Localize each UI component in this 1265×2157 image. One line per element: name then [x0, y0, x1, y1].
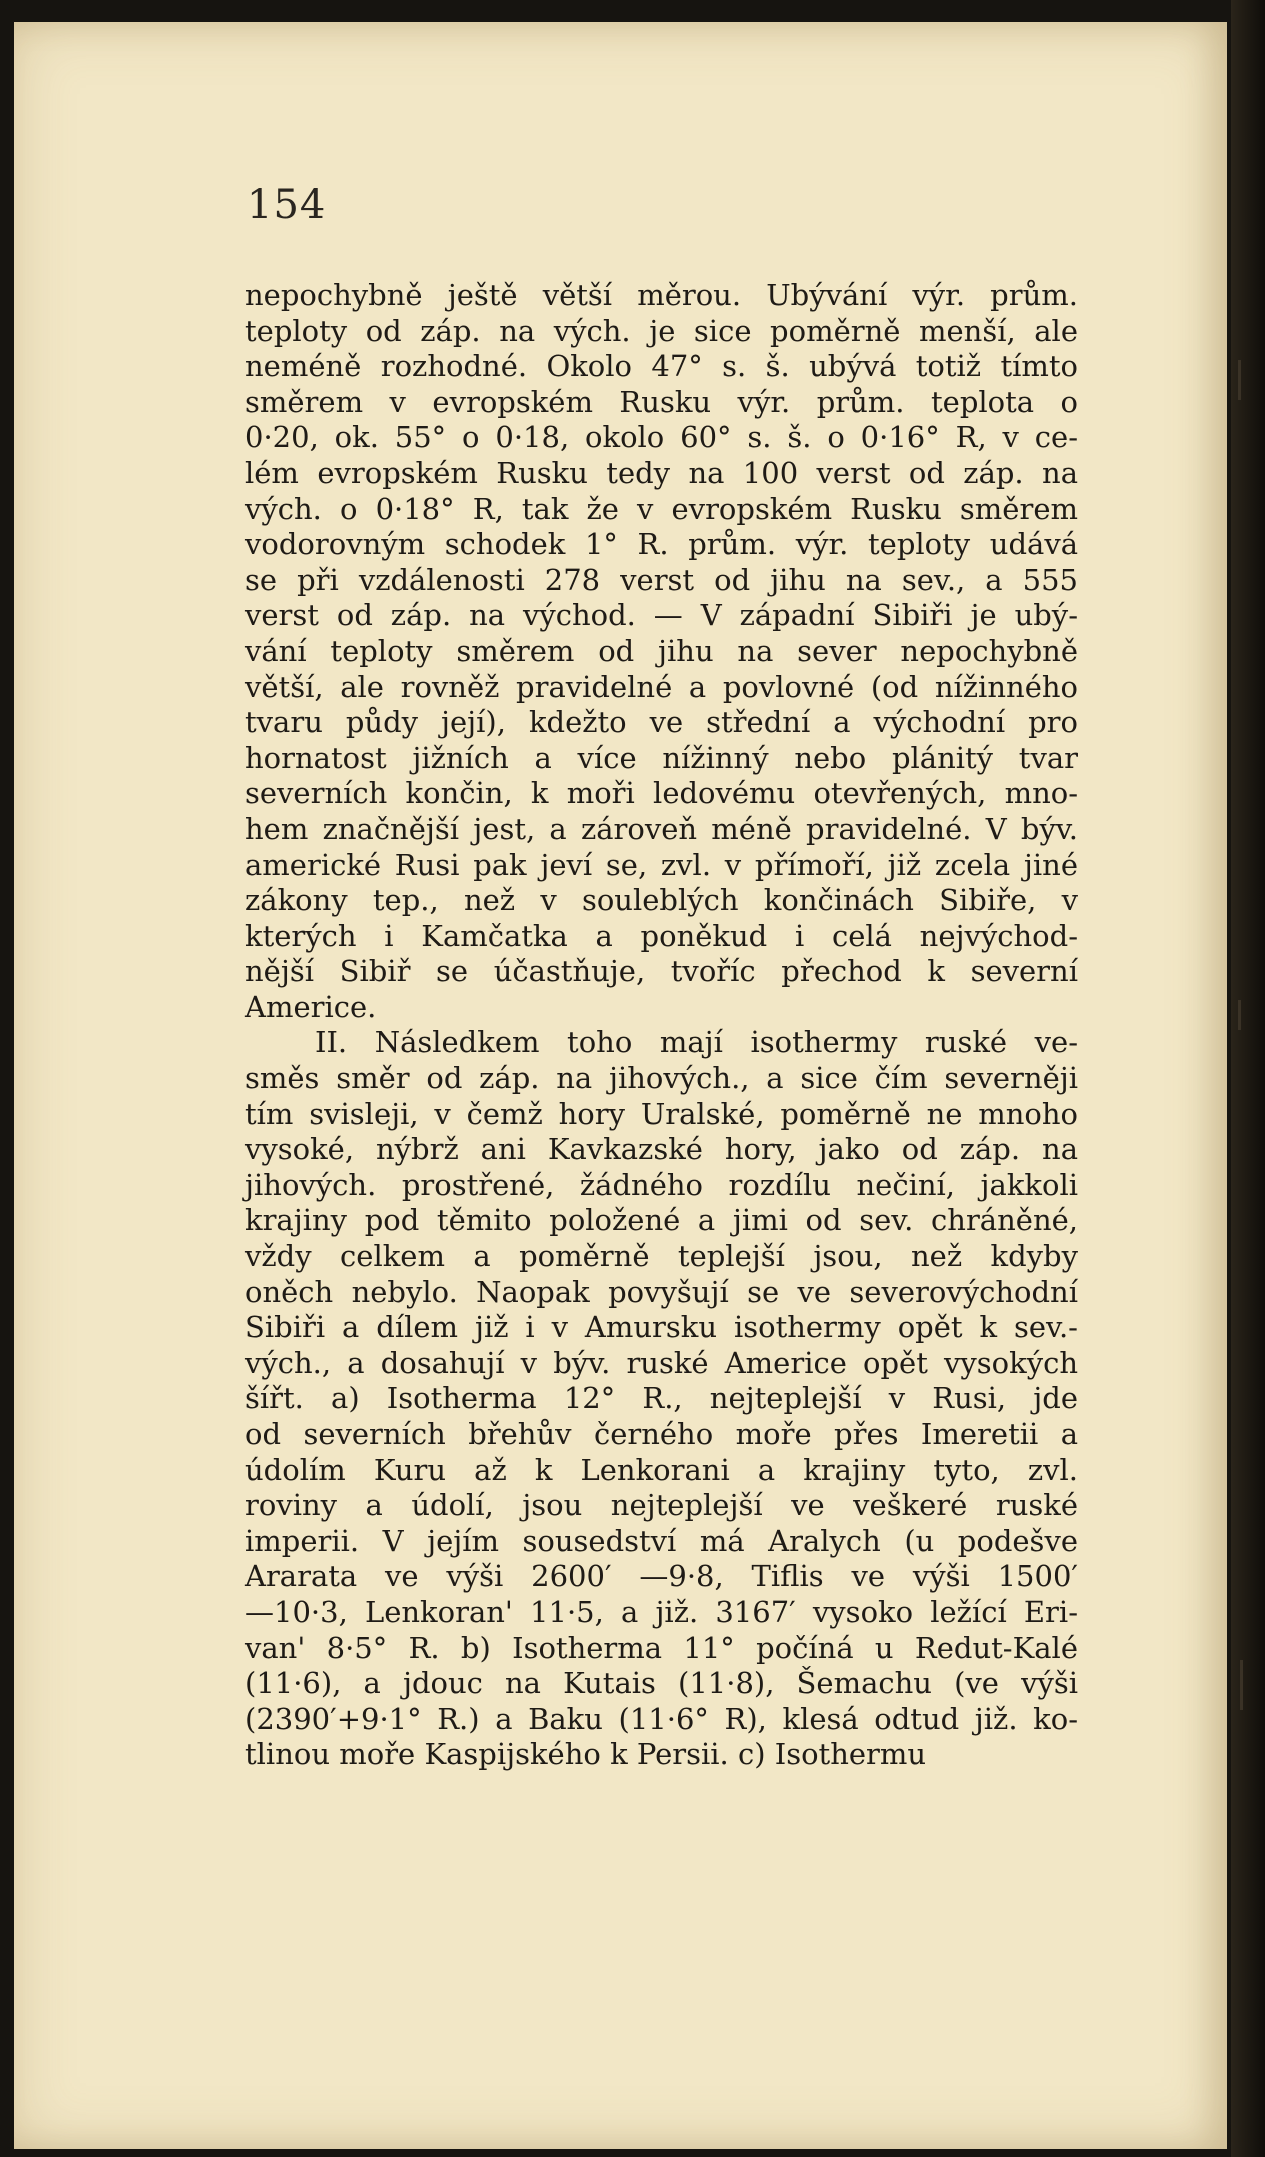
- text-line: oněch nebylo. Naopak povyšují se ve severovýchodní: [245, 1274, 1078, 1309]
- text-line: vždy celkem a poměrně teplejší jsou, než kdyby: [245, 1239, 1078, 1274]
- text-line: vých., a dosahují v býv. ruské Americe opět vysokých: [245, 1345, 1078, 1380]
- text-line: tvaru půdy její), kdežto ve střední a východní pro: [245, 705, 1078, 740]
- text-line: směrem v evropském Rusku výr. prům. teplota o: [245, 384, 1078, 419]
- text-line: nější Sibiř se účastňuje, tvoříc přechod k severní: [245, 954, 1078, 989]
- text-line: Ararata ve výši 2600′ —9·8, Tiflis ve výši 1500′: [245, 1559, 1078, 1594]
- text-line: zákony tep., než v souleblých končinách Sibiře, v: [245, 883, 1078, 918]
- text-line: 0·20, ok. 55° o 0·18, okolo 60° s. š. o 0·16° R, v ce-: [245, 420, 1078, 455]
- text-line: (2390′+9·1° R.) a Baku (11·6° R), klesá odtud již. ko-: [245, 1701, 1078, 1736]
- text-line: verst od záp. na východ. — V západní Sibiři je ubý-: [245, 598, 1078, 633]
- text-line: lém evropském Rusku tedy na 100 verst od záp. na: [245, 455, 1078, 490]
- text-line: tím svisleji, v čemž hory Uralské, poměrně ne mnoho: [245, 1096, 1078, 1131]
- text-line: se při vzdálenosti 278 verst od jihu na sev., a 555: [245, 562, 1078, 597]
- text-line: směs směr od záp. na jihových., a sice čím severněji: [245, 1061, 1078, 1096]
- text-line: krajiny pod těmito položené a jimi od sev. chráněné,: [245, 1203, 1078, 1238]
- text-line: Americe.: [245, 989, 377, 1024]
- text-line: kterých i Kamčatka a poněkud i celá nejvýchod-: [245, 918, 1078, 953]
- margin-mark: [1240, 1660, 1243, 1710]
- text-line: imperii. V jejím sousedství má Aralych (u podešve: [245, 1523, 1078, 1558]
- page-number: 154: [247, 182, 327, 228]
- text-line: nepochybně ještě větší měrou. Ubývání výr. prům.: [245, 278, 1078, 312]
- margin-mark: [1238, 1000, 1241, 1030]
- text-line: van' 8·5° R. b) Isotherma 11° počíná u Redut-Kalé: [245, 1630, 1078, 1665]
- text-line: severních končin, k moři ledovému otevřených, mno-: [245, 776, 1078, 811]
- text-line: Sibiři a dílem již i v Amursku isothermy opět k sev.-: [245, 1310, 1078, 1345]
- text-line: neméně rozhodné. Okolo 47° s. š. ubývá totiž tímto: [245, 349, 1078, 384]
- text-line: roviny a údolí, jsou nejteplejší ve veškeré ruské: [245, 1488, 1078, 1523]
- text-line: (11·6), a jdouc na Kutais (11·8), Šemachu (ve výši: [245, 1666, 1078, 1701]
- text-line: šířt. a) Isotherma 12° R., nejteplejší v Rusi, jde: [245, 1381, 1078, 1416]
- text-line: hem značnější jest, a zároveň méně pravidelné. V býv.: [245, 811, 1078, 846]
- margin-mark: [1238, 360, 1241, 400]
- text-line: větší, ale rovněž pravidelné a povlovné (od nížinného: [245, 669, 1078, 704]
- text-line: od severních břehův černého moře přes Imeretii a: [245, 1417, 1078, 1451]
- text-line: vých. o 0·18° R, tak že v evropském Rusku směrem: [245, 491, 1078, 526]
- text-line: vání teploty směrem od jihu na sever nepochybně: [245, 633, 1078, 668]
- body-text: [245, 278, 1078, 1773]
- text-line: vysoké, nýbrž ani Kavkazské hory, jako od záp. na: [245, 1132, 1078, 1167]
- text-line: —10·3, Lenkoran' 11·5, a již. 3167′ vysoko ležící Eri-: [245, 1594, 1078, 1629]
- text-line: údolím Kuru až k Lenkorani a krajiny tyto, zvl.: [245, 1452, 1078, 1487]
- text-line: jihových. prostřené, žádného rozdílu nečiní, jakkoli: [245, 1167, 1078, 1202]
- text-line: hornatost jižních a více nížinný nebo plánitý tvar: [245, 740, 1078, 775]
- text-line: teploty od záp. na vých. je sice poměrně menší, ale: [245, 313, 1078, 348]
- text-line: americké Rusi pak jeví se, zvl. v přímoří, již zcela jiné: [245, 847, 1078, 882]
- text-line: vodorovným schodek 1° R. prům. výr. teploty udává: [245, 527, 1078, 562]
- page-edge-shadow: [1231, 0, 1265, 2157]
- text-line: II. Následkem toho mají isothermy ruské ve-: [315, 1025, 1078, 1060]
- text-line: tlinou moře Kaspijského k Persii. c) Isothermu: [245, 1737, 927, 1772]
